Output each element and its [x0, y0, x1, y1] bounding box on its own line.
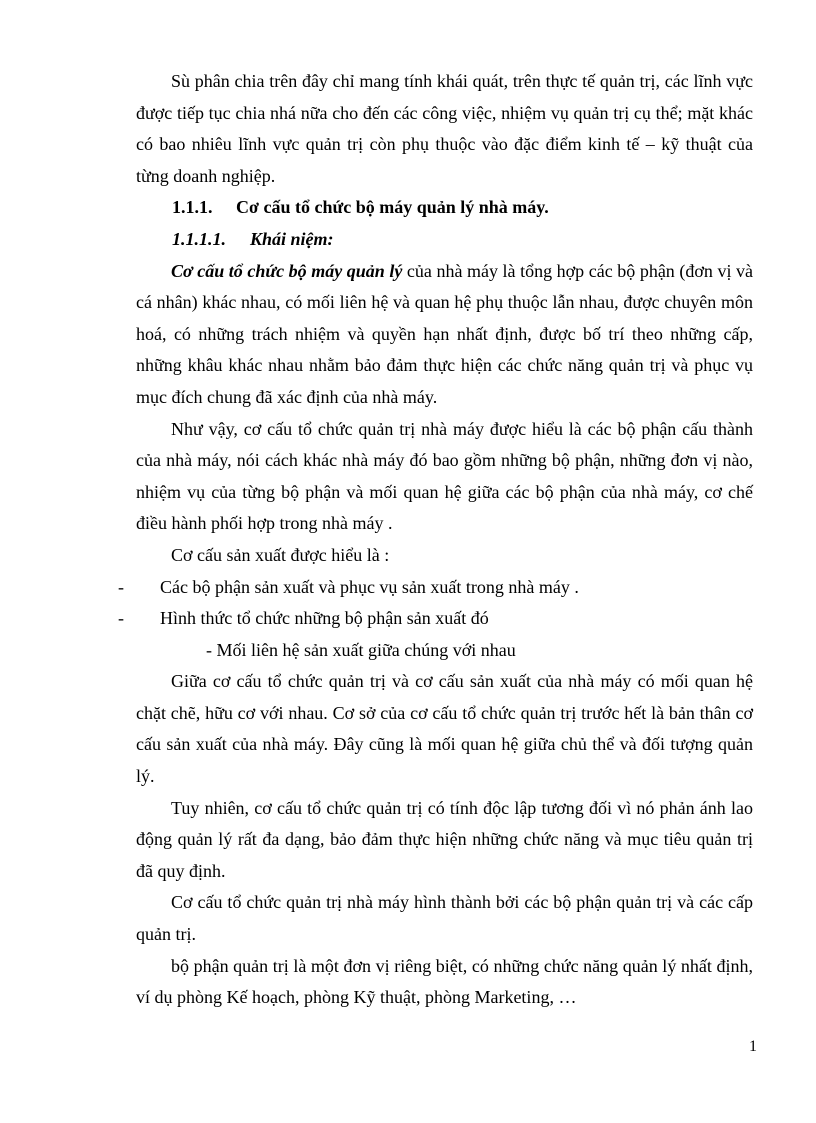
paragraph-department: bộ phận quản trị là một đơn vị riêng biệt, có những chức năng quản lý nhất định, ví dụ phòng Kế hoạch, phòng Kỹ thuật, phòng Marketing, … — [136, 955, 753, 1008]
definition-term: Cơ cấu tổ chức bộ máy quản lý — [171, 260, 403, 281]
section-heading-number: 1.1.1. — [172, 197, 213, 218]
definition-text: của nhà máy là tổng hợp các bộ phận (đơn vị và cá nhân) khác nhau, có mối liên hệ và quan hệ phụ thuộc lẫn nhau, được chuyên môn hoá, có những trách nhiệm và quyền hạn nhất định, được bố trí theo những cấp, những khâu khác nhau nhằm bảo đảm thực hiện các chức năng quản trị và phục vụ mục đích chung đã xác định của nhà máy. — [136, 260, 753, 407]
paragraph-intro: Sù phân chia trên đây chỉ mang tính khái quát, trên thực tế quản trị, các lĩnh vực được tiếp tục chia nhá nữa cho đến các công việc, nhiệm vụ quản trị cụ thể; mặt khác có bao nhiêu lĩnh vực quản trị còn phụ thuộc vào đặc điểm kinh tế – kỹ thuật của từng doanh nghiệp. — [136, 71, 753, 186]
paragraph-production-structure: Cơ cấu sản xuất được hiểu là : — [171, 544, 390, 565]
section-heading-text: Cơ cấu tổ chức bộ máy quản lý nhà máy. — [236, 197, 549, 218]
page-number: 1 — [749, 1038, 757, 1055]
bullet-item-2 — [118, 603, 753, 635]
document-body — [118, 66, 753, 1014]
subsection-heading — [136, 224, 753, 256]
bullet-marker: - — [118, 576, 124, 597]
bullet-item-2-text: Hình thức tổ chức những bộ phận sản xuất đó — [160, 608, 489, 629]
paragraph-relationship: Giữa cơ cấu tổ chức quản trị và cơ cấu sản xuất của nhà máy có mối quan hệ chặt chẽ, hữu cơ với nhau. Cơ sở của cơ cấu tổ chức quản trị trước hết là bản thân cơ cấu sản xuất của nhà máy. Đây cũng là mối quan hệ giữa chủ thể và đối tượng quản lý. — [136, 671, 753, 787]
bullet-marker: - — [118, 608, 124, 629]
sub-item: - Mối liên hệ sản xuất giữa chúng với nhau — [206, 639, 516, 660]
subsection-heading-text: Khái niệm: — [250, 228, 334, 249]
section-heading — [136, 192, 753, 224]
bullet-item-1 — [118, 572, 753, 604]
paragraph-definition — [136, 256, 753, 414]
paragraph-formation: Cơ cấu tổ chức quản trị nhà máy hình thành bởi các bộ phận quản trị và các cấp quản trị. — [136, 892, 753, 945]
paragraph-explanation: Như vậy, cơ cấu tổ chức quản trị nhà máy được hiểu là các bộ phận cấu thành của nhà máy, nói cách khác nhà máy đó bao gồm những bộ phận, những đơn vị nào, nhiệm vụ của từng bộ phận và mối quan hệ giữa các bộ phận của nhà máy, cơ chế điều hành phối hợp trong nhà máy . — [136, 418, 753, 534]
subsection-heading-number: 1.1.1.1. — [172, 228, 226, 249]
bullet-item-1-text: Các bộ phận sản xuất và phục vụ sản xuất trong nhà máy . — [160, 576, 579, 597]
paragraph-independence: Tuy nhiên, cơ cấu tổ chức quản trị có tính độc lập tương đối vì nó phản ánh lao động quản lý rất đa dạng, bảo đảm thực hiện những chức năng và mục tiêu quản trị đã quy định. — [136, 797, 753, 881]
